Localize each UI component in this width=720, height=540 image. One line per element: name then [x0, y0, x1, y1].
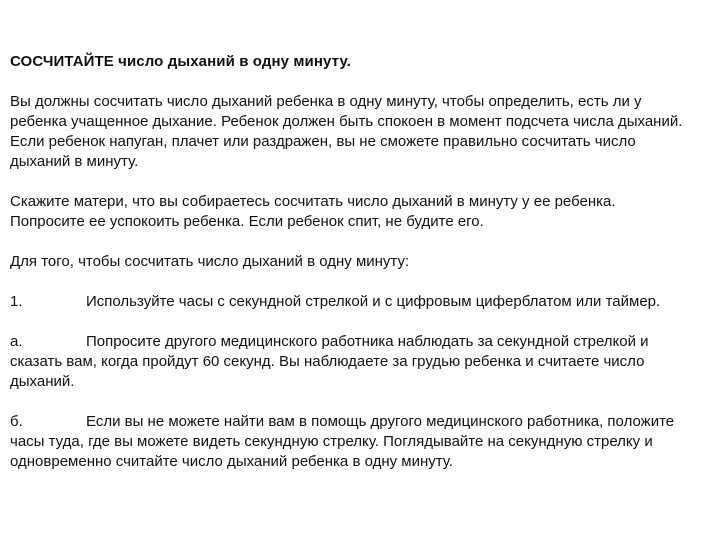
list-item-text: Используйте часы с секундной стрелкой и с цифровым циферблатом или таймер. [86, 293, 661, 310]
list-item [10, 412, 694, 472]
list-item-text: Если вы не можете найти вам в помощь другого медицинского работника, положите часы туда, где вы можете видеть секундную стрелку. Поглядывайте на секундную стрелку и одновременно считайте число дыханий ребенка в одну минуту. [10, 413, 675, 470]
list-item-text: Попросите другого медицинского работника наблюдать за секундной стрелкой и сказать вам, когда пройдут 60 секунд. Вы наблюдаете за грудью ребенка и считаете число дыханий. [10, 333, 649, 390]
document-title: СОСЧИТАЙТЕ число дыханий в одну минуту. [10, 53, 351, 70]
list-item-marker: б. [10, 413, 23, 430]
paragraph-howto: Для того, чтобы сосчитать число дыханий в одну минуту: [10, 253, 410, 270]
list-item [10, 332, 694, 392]
list-item-marker: а. [10, 333, 23, 350]
document-page [10, 52, 694, 492]
list-item-marker: 1. [10, 293, 23, 310]
list-item [10, 292, 694, 312]
paragraph-mother: Скажите матери, что вы собираетесь сосчитать число дыханий в минуту у ее ребенка. Попросите ее успокоить ребенка. Если ребенок спит, не будите его. [10, 193, 616, 230]
paragraph-instructions: Вы должны сосчитать число дыханий ребенка в одну минуту, чтобы определить, есть ли у ребенка учащенное дыхание. Ребенок должен быть спокоен в момент подсчета числа дыханий. Если ребенок напуган, плачет или раздражен, вы не сможете правильно сосчитать число дыханий в минуту. [10, 93, 683, 170]
